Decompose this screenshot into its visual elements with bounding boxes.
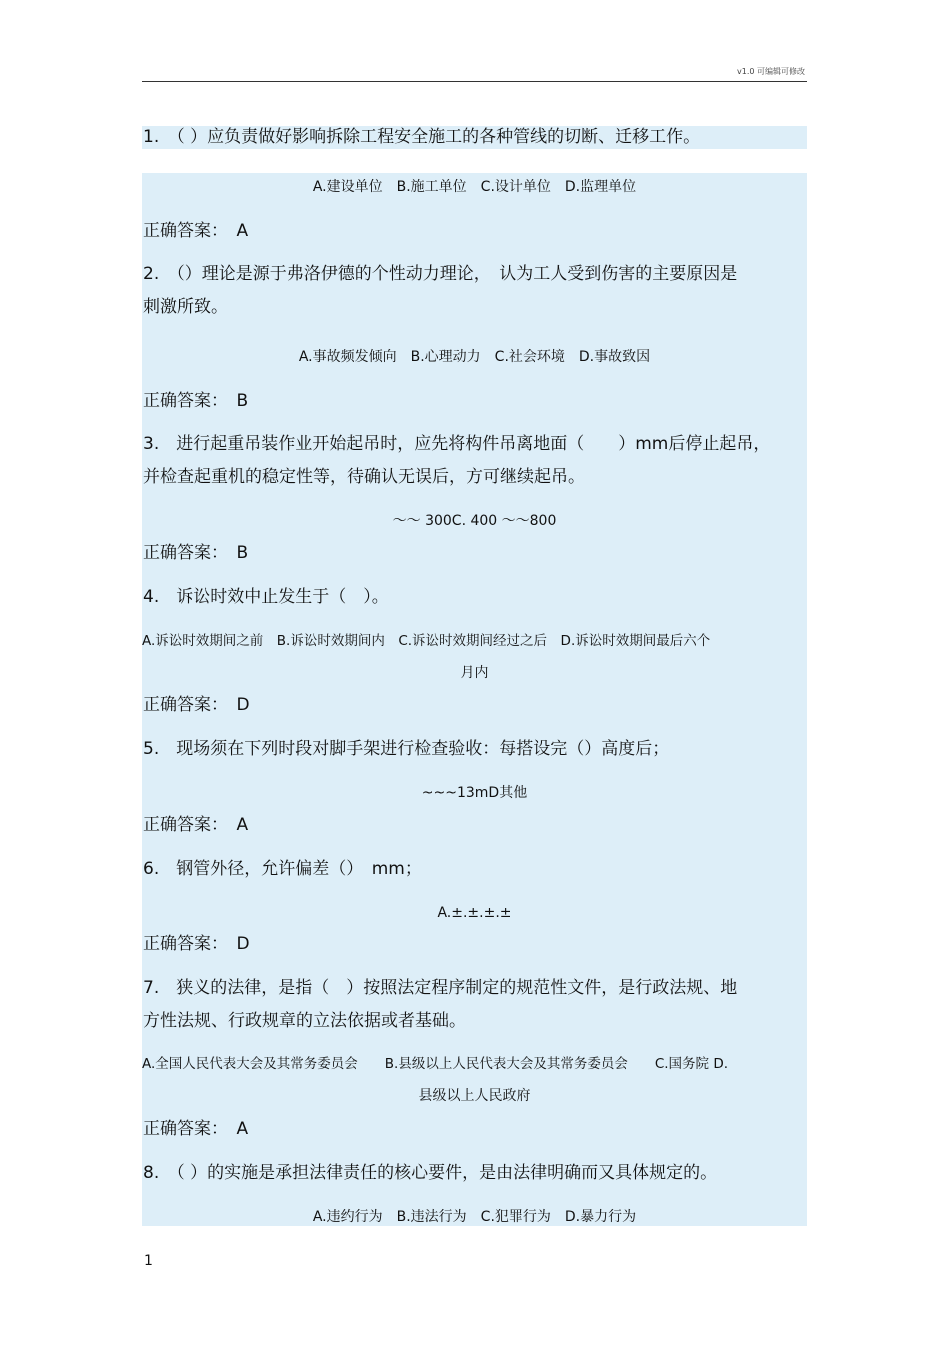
question-8-options: A.违约行为 B.违法行为 C.犯罪行为 D.暴力行为	[312, 1209, 637, 1225]
question-3-options: ～～ 300C. 400 ～～800	[392, 513, 557, 529]
question-6-answer: 正确答案： D	[143, 934, 250, 954]
header-rule	[142, 81, 807, 82]
version-label: v1.0 可编辑可修改	[737, 67, 805, 76]
page-number: 1	[144, 1253, 153, 1269]
question-5-options: ~~~13mD其他	[421, 785, 528, 801]
question-2-line2: 刺激所致。	[143, 297, 228, 317]
question-1-answer: 正确答案： A	[143, 221, 249, 241]
question-7-options: A.全国人民代表大会及其常务委员会 B.县级以上人民代表大会及其常务委员会 C.国务院 D.	[142, 1056, 729, 1072]
question-5: 5. 现场须在下列时段对脚手架进行检查验收：每搭设完（）高度后；	[143, 739, 670, 759]
question-7: 7. 狭义的法律，是指（ ）按照法定程序制定的规范性文件，是行政法规、地	[143, 978, 738, 998]
question-6-options: A.±.±.±.±	[437, 905, 512, 921]
question-7-options-line2: 县级以上人民政府	[418, 1088, 531, 1104]
question-3-line2: 并检查起重机的稳定性等，待确认无误后，方可继续起吊。	[143, 467, 585, 487]
question-3: 3. 进行起重吊装作业开始起吊时，应先将构件吊离地面（ ）mm后停止起吊，	[143, 434, 771, 454]
question-7-line2: 方性法规、行政规章的立法依据或者基础。	[143, 1011, 466, 1031]
question-4-options: A.诉讼时效期间之前 B.诉讼时效期间内 C.诉讼时效期间经过之后 D.诉讼时效期间最后六个	[142, 633, 711, 649]
question-2-answer: 正确答案： B	[143, 391, 249, 411]
question-1: 1. （ ）应负责做好影响拆除工程安全施工的各种管线的切断、迁移工作。	[143, 127, 701, 147]
question-5-answer: 正确答案： A	[143, 815, 249, 835]
question-7-answer: 正确答案： A	[143, 1119, 249, 1139]
question-4: 4. 诉讼时效中止发生于（ ）。	[143, 587, 389, 607]
question-2-options: A.事故频发倾向 B.心理动力 C.社会环境 D.事故致因	[298, 349, 651, 365]
question-2: 2. （）理论是源于弗洛伊德的个性动力理论， 认为工人受到伤害的主要原因是	[143, 264, 738, 284]
question-8: 8. （ ）的实施是承担法律责任的核心要件，是由法律明确而又具体规定的。	[143, 1163, 718, 1183]
question-4-answer: 正确答案： D	[143, 695, 250, 715]
question-6: 6. 钢管外径，允许偏差（） mm；	[143, 859, 422, 879]
question-3-answer: 正确答案： B	[143, 543, 249, 563]
question-4-options-line2: 月内	[460, 665, 489, 681]
question-1-options: A.建设单位 B.施工单位 C.设计单位 D.监理单位	[312, 179, 637, 195]
